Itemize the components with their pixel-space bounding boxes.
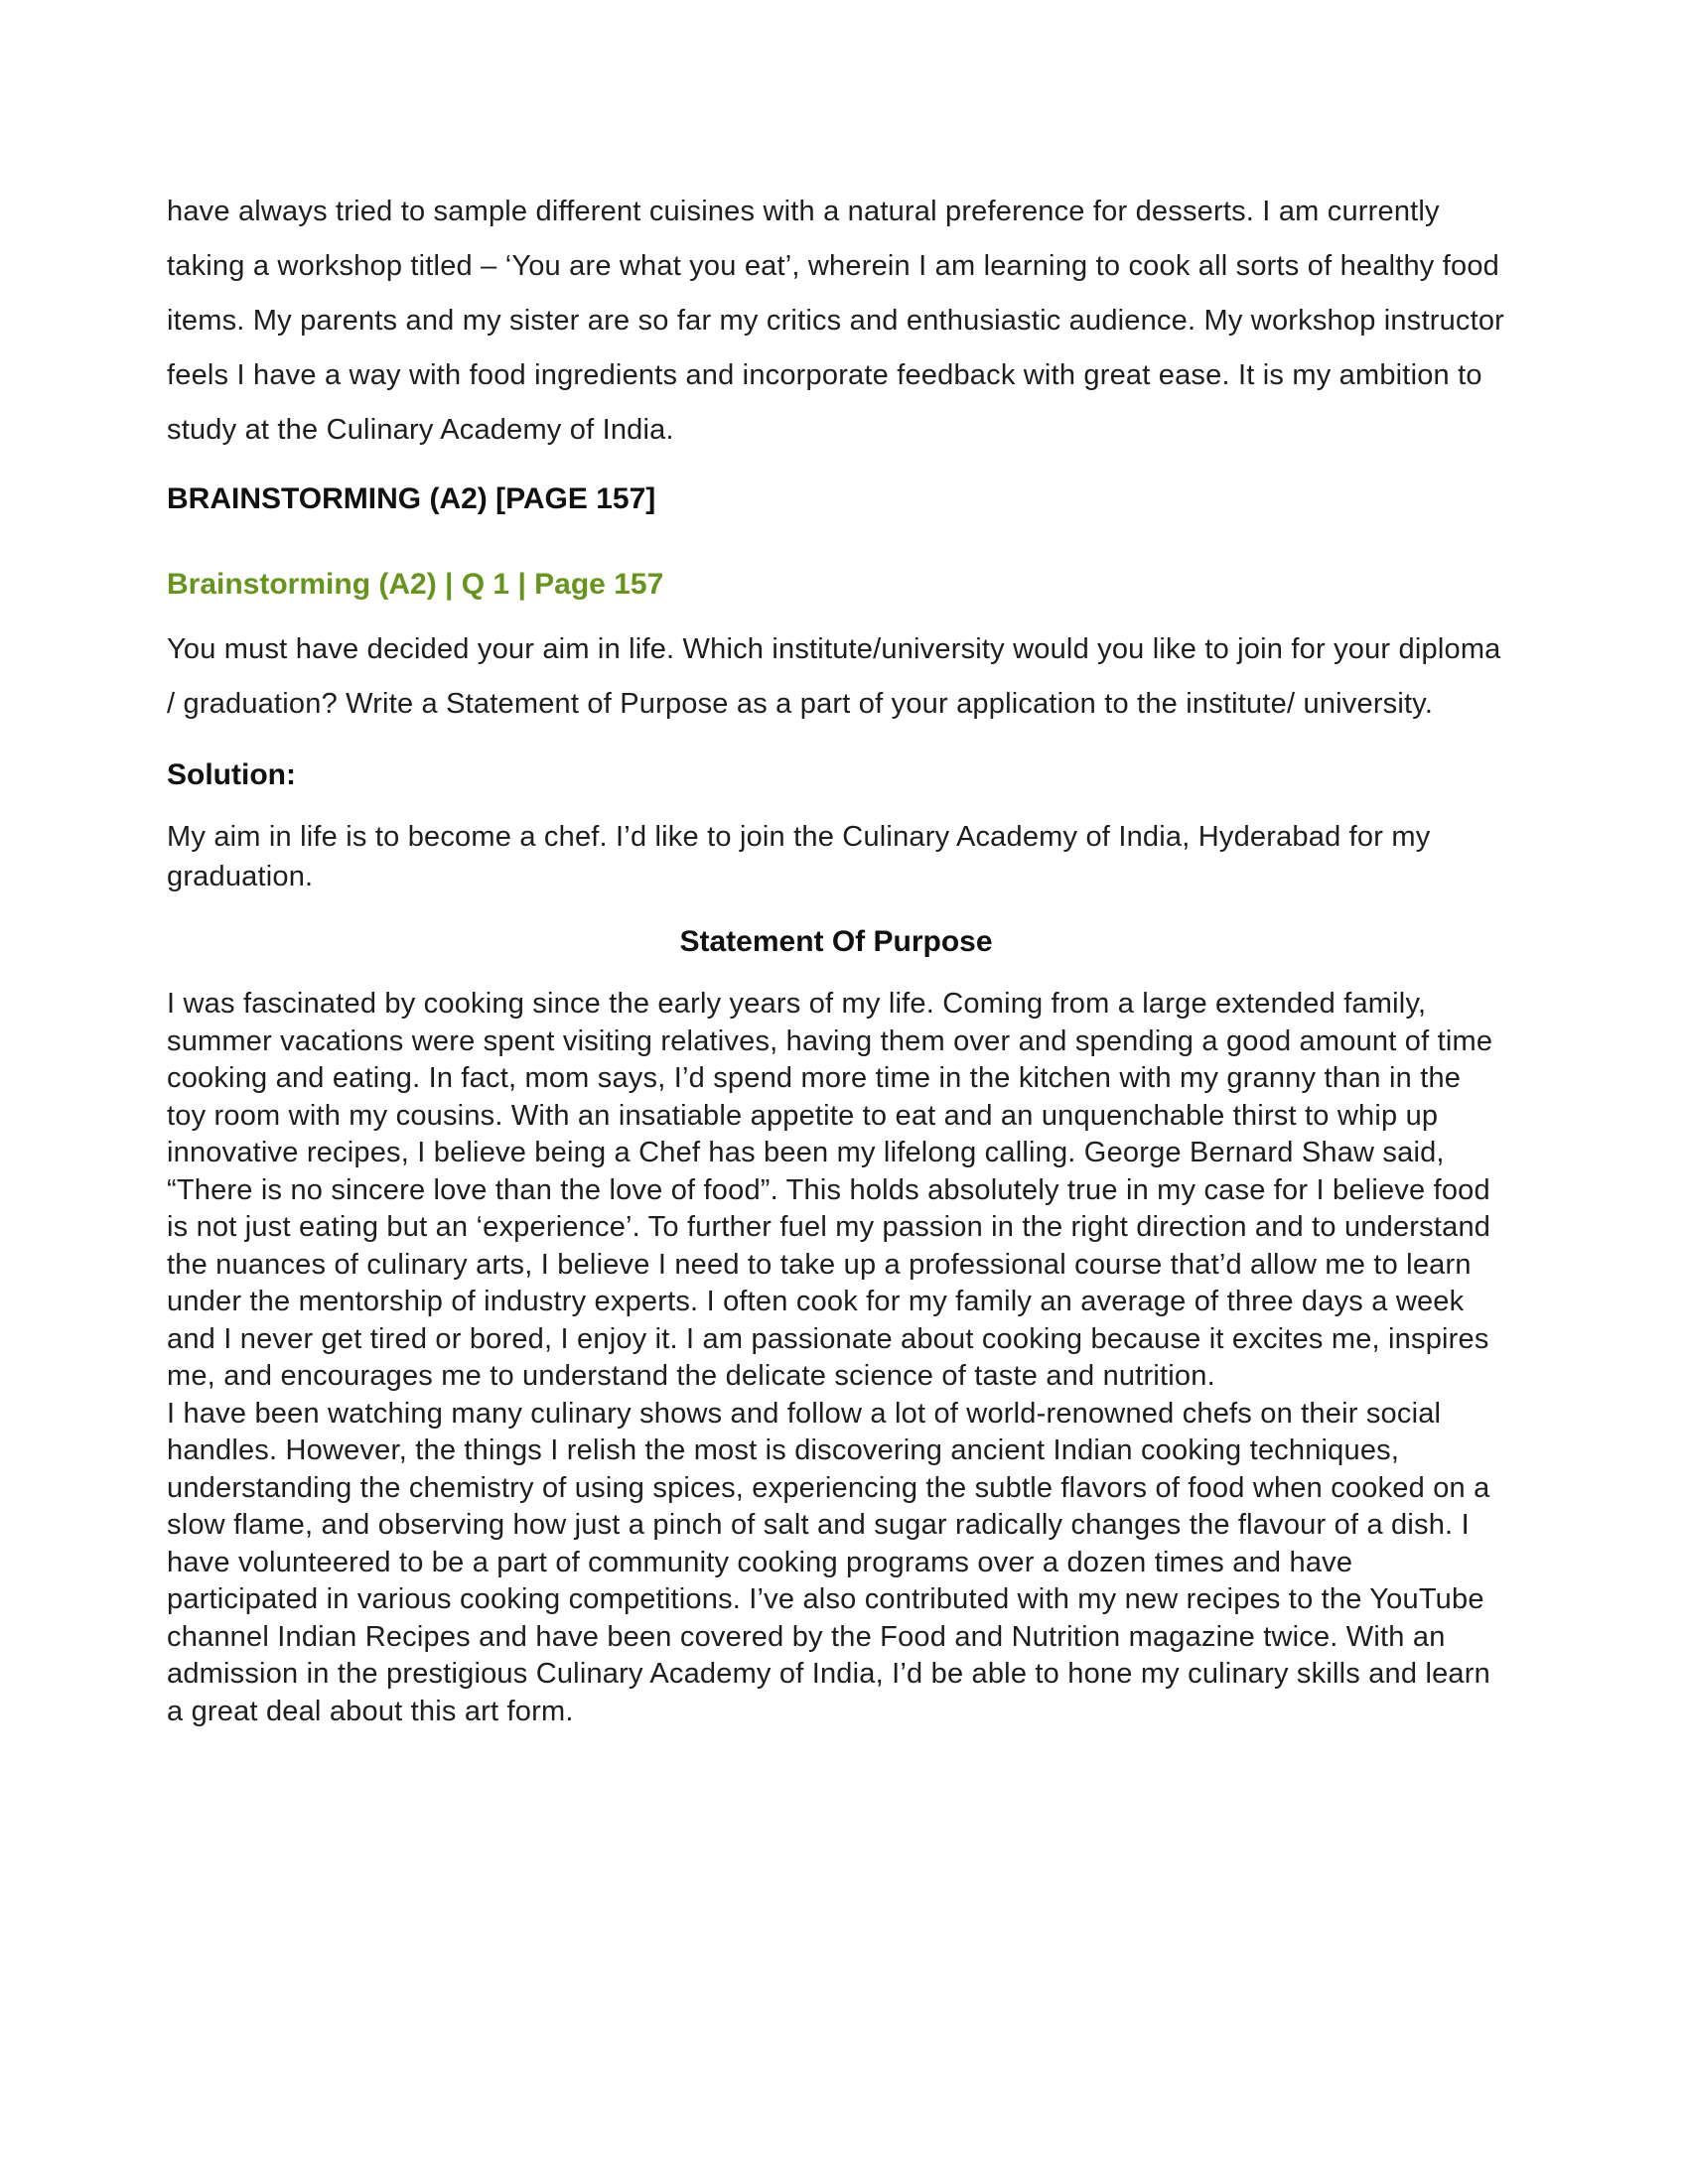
sop-paragraph-1: I was fascinated by cooking since the early years of my life. Coming from a large extended family, summer vacations were spent visiting relatives, having them over and spending a good amount of time cooking and eating. In fact, mom says, I’d spend more time in the kitchen with my granny than in the toy room with my cousins. With an insatiable appetite to eat and an unquenchable thirst to whip up innovative recipes, I believe being a Chef has been my lifelong calling. George Bernard Shaw said, “There is no sincere love than the love of food”. This holds absolutely true in my case for I believe food is not just eating but an ‘experience’. To further fuel my passion in the right direction and to understand the nuances of culinary arts, I believe I need to take up a professional course that’d allow me to learn under the mentorship of industry experts. I often cook for my family an average of three days a week and I never get tired or bored, I enjoy it. I am passionate about cooking because it excites me, inspires me, and encourages me to understand the delicate science of taste and nutrition. <box>167 988 1493 1392</box>
sop-paragraph-2: I have been watching many culinary shows and follow a lot of world-renowned chefs on their social handles. However, the things I relish the most is discovering ancient Indian cooking techniques, understanding the chemistry of using spices, experiencing the subtle flavors of food when cooked on a slow flame, and observing how just a pinch of salt and sugar radically changes the flavour of a dish. I have volunteered to be a part of community cooking programs over a dozen times and have participated in various cooking competitions. I’ve also contributed with my new recipes to the YouTube channel Indian Recipes and have been covered by the Food and Nutrition magazine twice. With an admission in the prestigious Culinary Academy of India, I’d be able to hone my culinary skills and learn a great deal about this art form. <box>167 1397 1490 1727</box>
statement-of-purpose-title: Statement Of Purpose <box>679 925 993 958</box>
solution-intro-paragraph: My aim in life is to become a chef. I’d like to join the Culinary Academy of India, Hyderabad for my graduation. <box>167 821 1431 892</box>
solution-label: Solution: <box>167 758 296 791</box>
section-heading: BRAINSTORMING (A2) [PAGE 157] <box>167 482 656 515</box>
question-text: You must have decided your aim in life. Which institute/university would you like to join for your diploma / graduation? Write a Statement of Purpose as a part of your application to the institute/ university. <box>167 633 1501 720</box>
document-page <box>167 185 1505 1730</box>
intro-paragraph: have always tried to sample different cuisines with a natural preference for desserts. I am currently taking a workshop titled – ‘You are what you eat’, wherein I am learning to cook all sorts of healthy food items. My parents and my sister are so far my critics and enthusiastic audience. My workshop instructor feels I have a way with food ingredients and incorporate feedback with great ease. It is my ambition to study at the Culinary Academy of India. <box>167 196 1505 446</box>
question-heading: Brainstorming (A2) | Q 1 | Page 157 <box>167 568 664 601</box>
